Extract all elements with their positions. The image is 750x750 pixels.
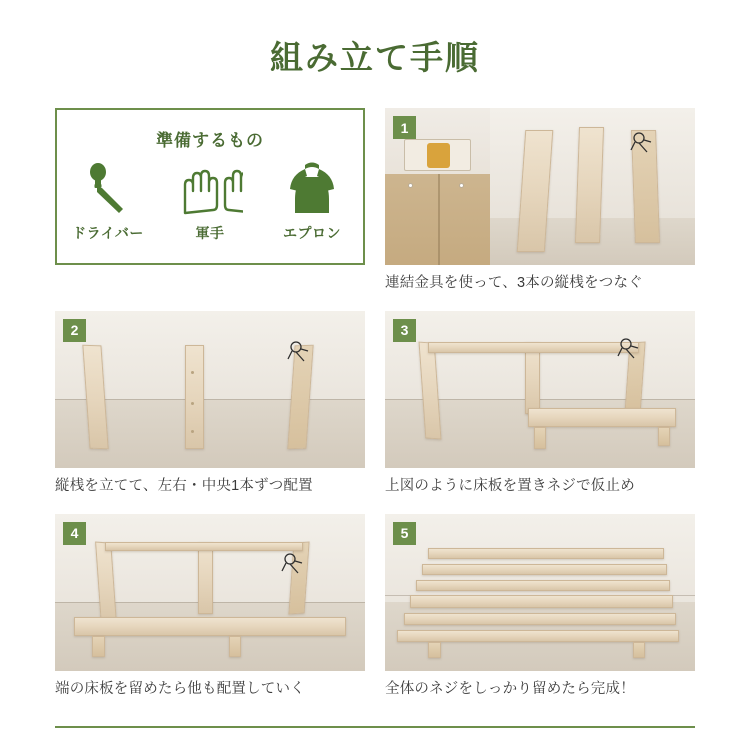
prepare-item-apron xyxy=(266,157,358,243)
board-leg xyxy=(633,642,645,658)
slat-board xyxy=(410,595,674,608)
steps-row-2 xyxy=(55,311,695,496)
floor-board xyxy=(528,408,677,427)
prepare-items xyxy=(57,157,363,243)
slat-board xyxy=(428,548,664,559)
slat-board xyxy=(422,564,667,575)
step-2-photo xyxy=(55,311,365,468)
prepare-item-gloves xyxy=(164,157,256,243)
step-5-photo xyxy=(385,514,695,671)
step-4-cell xyxy=(55,514,365,699)
prepare-item-screwdriver xyxy=(62,157,154,243)
step-caption-1: 連結金具を使って、3本の縦桟をつなぐ xyxy=(385,275,643,291)
board-leg xyxy=(229,636,241,656)
apron-icon xyxy=(266,157,358,219)
step-badge-2: 2 xyxy=(63,319,86,342)
step-5-cell xyxy=(385,514,695,699)
slat-board xyxy=(397,630,679,643)
step-1-photo xyxy=(385,108,695,265)
wood-crossbar xyxy=(105,542,303,551)
cabinet-door-split xyxy=(438,174,440,265)
step-badge-3: 3 xyxy=(393,319,416,342)
step-3-photo xyxy=(385,311,695,468)
screw-hole xyxy=(408,183,413,188)
step-caption-3: 上図のように床板を置きネジで仮止め xyxy=(385,477,635,494)
slat-board xyxy=(404,613,677,626)
steps-grid xyxy=(55,108,695,717)
floor-board xyxy=(74,617,347,636)
prepare-label-gloves: 軍手 xyxy=(195,225,225,241)
prepare-label-apron: エプロン xyxy=(283,225,341,241)
prepare-cell xyxy=(55,108,365,293)
step-1-cell xyxy=(385,108,695,293)
work-gloves-icon xyxy=(164,157,256,219)
prepare-box xyxy=(55,108,365,265)
screwdriver-overlay-icon xyxy=(614,336,644,362)
board-leg xyxy=(92,636,104,656)
screw-hole xyxy=(459,183,464,188)
page-title: 組み立て手順 xyxy=(270,39,480,76)
bottom-divider xyxy=(55,726,695,728)
board-leg xyxy=(428,642,440,658)
screwdriver-overlay-icon xyxy=(278,551,308,577)
screwdriver-icon xyxy=(62,157,154,219)
screwdriver-overlay-icon xyxy=(627,130,657,156)
prepare-title: 準備するもの xyxy=(156,131,264,150)
step-2-cell xyxy=(55,311,365,496)
step-badge-5: 5 xyxy=(393,522,416,545)
step-badge-1: 1 xyxy=(393,116,416,139)
slat-board xyxy=(416,580,670,591)
step-badge-4: 4 xyxy=(63,522,86,545)
step-4-photo xyxy=(55,514,365,671)
step-3-cell xyxy=(385,311,695,496)
wood-rail xyxy=(575,127,604,243)
prepare-label-screwdriver: ドライバー xyxy=(72,225,144,241)
board-leg xyxy=(658,427,670,446)
wood-crossbar xyxy=(428,342,639,353)
steps-row-3 xyxy=(55,514,695,699)
step-caption-4: 端の床板を留めたら他も配置していく xyxy=(55,680,305,697)
steps-row-1 xyxy=(55,108,695,293)
screwdriver-overlay-icon xyxy=(284,339,314,365)
board-leg xyxy=(534,427,546,449)
connector-sticker xyxy=(427,143,450,168)
wood-rail xyxy=(185,345,204,449)
step-caption-2: 縦桟を立てて、左右・中央1本ずつ配置 xyxy=(55,477,313,494)
wood-rail xyxy=(198,542,214,614)
step-caption-5: 全体のネジをしっかり留めたら完成！ xyxy=(385,680,635,697)
